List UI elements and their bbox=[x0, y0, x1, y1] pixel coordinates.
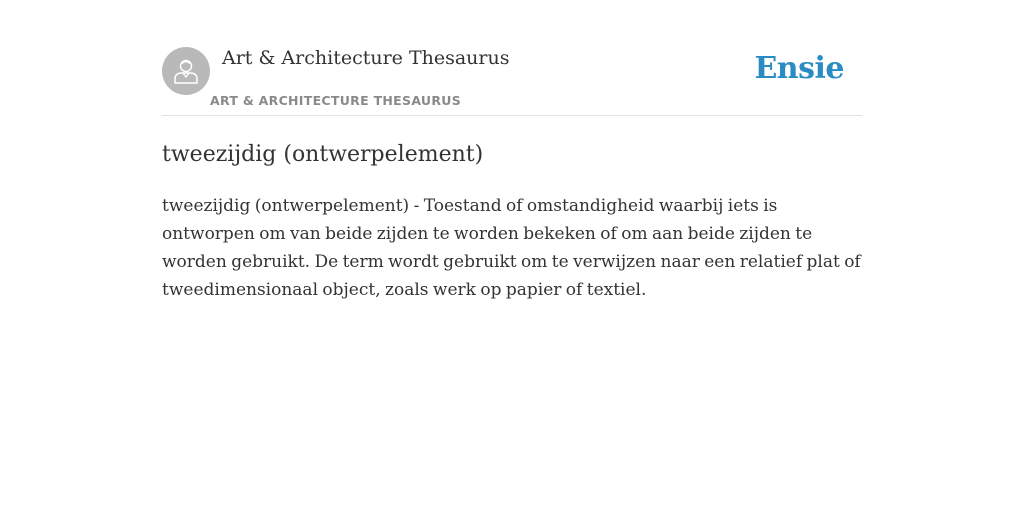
definition-text: tweezijdig (ontwerpelement) - Toestand of omstandigheid waarbij iets is ontworpen om van beide zijden te worden bekeken of om aan beide zijden te worden gebruikt. De term wordt gebruikt om te verwijzen naar een relatief plat of tweedimensionaal object, zoals werk op papier of textiel. bbox=[162, 196, 861, 300]
user-outline-icon bbox=[172, 57, 200, 85]
avatar[interactable] bbox=[162, 47, 210, 95]
content-container bbox=[162, 0, 862, 304]
page-title: tweezijdig (ontwerpelement) bbox=[162, 142, 484, 167]
source-label[interactable]: ART & ARCHITECTURE THESAURUS bbox=[210, 93, 462, 108]
author-name[interactable]: Art & Architecture Thesaurus bbox=[222, 47, 510, 69]
ensie-logo[interactable]: Ensie bbox=[754, 51, 844, 86]
header bbox=[162, 0, 862, 116]
